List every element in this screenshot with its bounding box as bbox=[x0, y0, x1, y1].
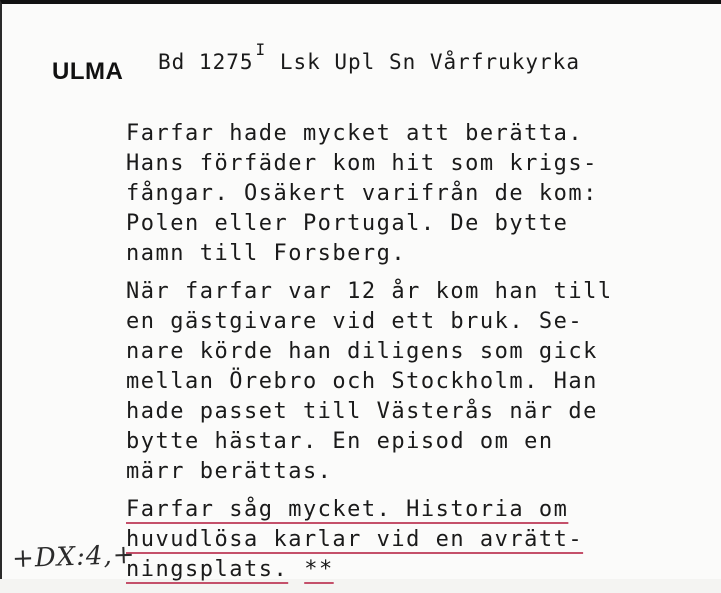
text-line: fångar. Osäkert varifrån de kom: bbox=[126, 181, 598, 206]
underlined-line bbox=[126, 555, 716, 585]
text-line: Polen eller Portugal. De bytte bbox=[126, 211, 569, 236]
end-mark: ** bbox=[304, 557, 334, 582]
card-body bbox=[126, 119, 716, 593]
text-line: nare körde han diligens som gick bbox=[126, 339, 598, 364]
archive-label: ULMA bbox=[52, 58, 124, 85]
location-text: Lsk Upl Sn Vårfrukyrka bbox=[279, 50, 580, 74]
text-line: Hans förfäder kom hit som krigs- bbox=[126, 151, 598, 176]
text-line: När farfar var 12 år kom han till bbox=[126, 279, 613, 304]
underlined-line: Farfar såg mycket. Historia om bbox=[126, 497, 569, 522]
paragraph-2 bbox=[126, 277, 716, 487]
text-line: en gästgivare vid ett bruk. Se- bbox=[126, 309, 584, 334]
text-line: Farfar hade mycket att berätta. bbox=[126, 121, 584, 146]
card-header bbox=[158, 40, 580, 74]
volume-mark: I bbox=[255, 40, 267, 59]
underlined-line: huvudlösa karlar vid en avrätt- bbox=[126, 527, 584, 552]
reference-number: Bd 1275 bbox=[158, 50, 254, 74]
text-line: märr berättas. bbox=[126, 459, 333, 484]
text-line: mellan Örebro och Stockholm. Han bbox=[126, 369, 598, 394]
text-line: hade passet till Västerås när de bbox=[126, 399, 598, 424]
paragraph-1 bbox=[126, 119, 716, 269]
underlined-line-text: ningsplats. bbox=[126, 557, 289, 582]
handwritten-note: +DX:4,+ bbox=[11, 539, 136, 575]
paragraph-3 bbox=[126, 495, 716, 585]
text-line: namn till Forsberg. bbox=[126, 241, 407, 266]
text-line: bytte hästar. En episod om en bbox=[126, 429, 554, 454]
